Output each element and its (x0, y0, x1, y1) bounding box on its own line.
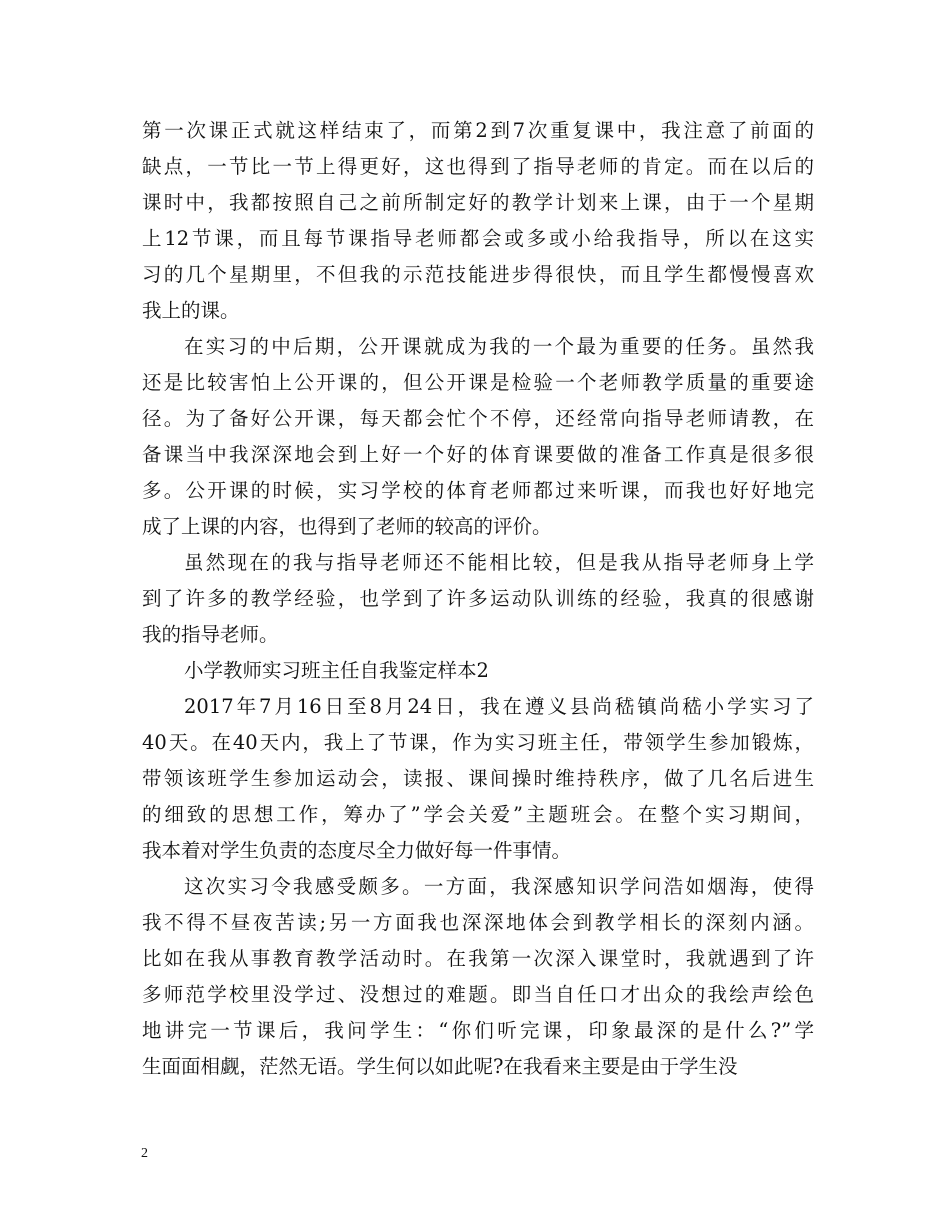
paragraph (142, 689, 814, 869)
text-line: 径。为了备好公开课，每天都会忙个不停，还经常向指导老师请教，在 (142, 407, 814, 430)
text-line: 40天。在40天内，我上了节课，作为实习班主任，带领学生参加锻炼， (142, 731, 814, 754)
text-line: 地讲完一节课后，我问学生：“你们听完课，印象最深的是什么?”学 (142, 1019, 814, 1042)
paragraph (142, 653, 814, 689)
text-line: 这次实习令我感受颇多。一方面，我深感知识学问浩如烟海，使得 (184, 875, 814, 898)
text-line: 比如在我从事教育教学活动时。在我第一次深入课堂时，我就遇到了许 (142, 947, 814, 970)
text-line: 的细致的思想工作，筹办了”学会关爱”主题班会。在整个实习期间， (142, 803, 814, 826)
text-line: 我的指导老师。 (142, 623, 279, 646)
text-line: 我本着对学生负责的态度尽全力做好每一件事情。 (142, 839, 572, 862)
text-line: 生面面相觑，茫然无语。学生何以如此呢?在我看来主要是由于学生没 (142, 1055, 738, 1078)
text-line: 多师范学校里没学过、没想过的难题。即当自任口才出众的我绘声绘色 (142, 983, 814, 1006)
text-line: 成了上课的内容，也得到了老师的较高的评价。 (142, 515, 552, 538)
page-number: 2 (141, 1146, 148, 1161)
text-line: 上12节课，而且每节课指导老师都会或多或小给我指导，所以在这实 (142, 227, 814, 250)
document-body (142, 113, 814, 1085)
text-line: 我不得不昼夜苦读;另一方面我也深深地体会到教学相长的深刻内涵。 (142, 911, 814, 934)
text-line: 在实习的中后期，公开课就成为我的一个最为重要的任务。虽然我 (184, 335, 814, 358)
text-line: 多。公开课的时候，实习学校的体育老师都过来听课，而我也好好地完 (142, 479, 814, 502)
text-line: 缺点，一节比一节上得更好，这也得到了指导老师的肯定。而在以后的 (142, 155, 814, 178)
text-line: 习的几个星期里，不但我的示范技能进步得很快，而且学生都慢慢喜欢 (142, 263, 814, 286)
text-line: 2017年7月16日至8月24日，我在遵义县尚嵇镇尚嵇小学实习了 (184, 695, 814, 718)
text-line: 到了许多的教学经验，也学到了许多运动队训练的经验，我真的很感谢 (142, 587, 814, 610)
paragraph (142, 329, 814, 545)
text-line: 虽然现在的我与指导老师还不能相比较，但是我从指导老师身上学 (184, 551, 814, 574)
paragraph (142, 545, 814, 653)
paragraph (142, 869, 814, 1085)
text-line: 带领该班学生参加运动会，读报、课间操时维持秩序，做了几名后进生 (142, 767, 814, 790)
text-line: 小学教师实习班主任自我鉴定样本2 (184, 659, 489, 682)
text-line: 第一次课正式就这样结束了，而第2到7次重复课中，我注意了前面的 (142, 119, 814, 142)
paragraph (142, 113, 814, 329)
text-line: 还是比较害怕上公开课的，但公开课是检验一个老师教学质量的重要途 (142, 371, 814, 394)
text-line: 课时中，我都按照自己之前所制定好的教学计划来上课，由于一个星期 (142, 191, 814, 214)
text-line: 备课当中我深深地会到上好一个好的体育课要做的准备工作真是很多很 (142, 443, 814, 466)
text-line: 我上的课。 (142, 299, 240, 322)
